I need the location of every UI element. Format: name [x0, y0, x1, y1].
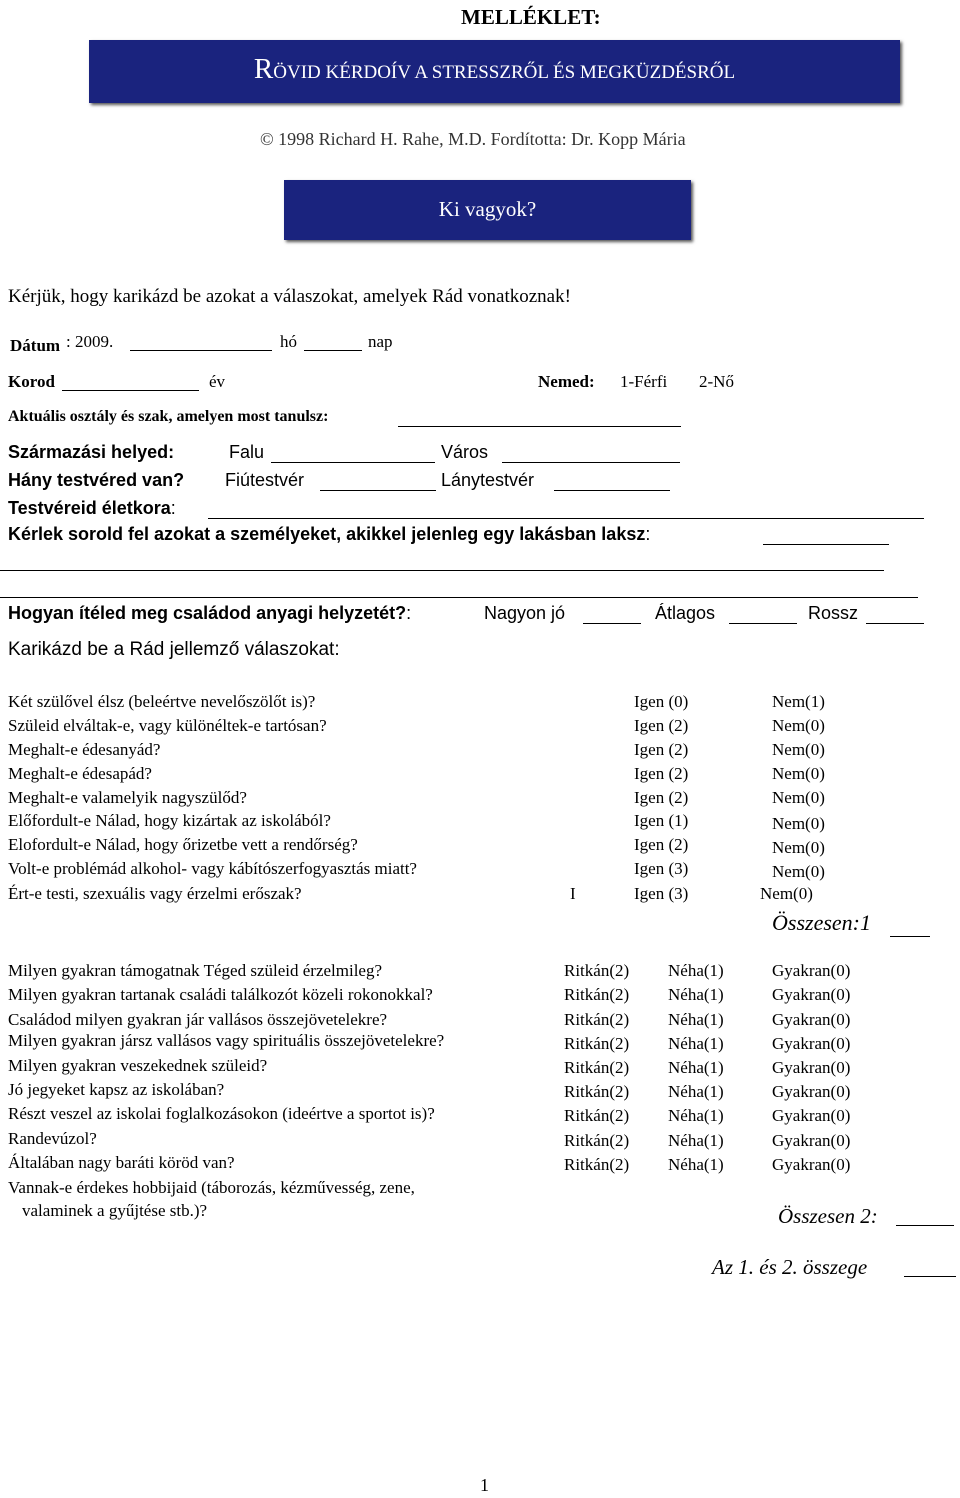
s1-yes-option[interactable]: Igen (3): [634, 859, 689, 878]
sibling-ages-label: Testvéreid életkora: [8, 498, 171, 518]
s1-no-option[interactable]: Nem(0): [772, 764, 825, 783]
s2-option-rarely[interactable]: Ritkán(2): [564, 1010, 630, 1029]
s1-yes-option[interactable]: Igen (0): [634, 692, 689, 711]
gender-option-male[interactable]: 1-Férfi: [620, 372, 668, 391]
title-initial: R: [253, 53, 274, 85]
finance-colon: :: [406, 603, 412, 623]
s2-option-often[interactable]: Gyakran(0): [772, 1058, 851, 1077]
instruction-text: Kérjük, hogy karikázd be azokat a válaszokat, amelyek Rád vonatkoznak!: [8, 286, 571, 307]
stray-mark: I: [570, 884, 576, 903]
gender-option-female[interactable]: 2-Nő: [699, 372, 734, 391]
s2-option-sometimes[interactable]: Néha(1): [668, 1131, 724, 1150]
s2-question-hobbies-cont: valaminek a gyűjtése stb.)?: [22, 1201, 208, 1220]
section-title: Ki vagyok?: [438, 197, 537, 221]
s2-question: Családod milyen gyakran jár vallásos összejövetelekre?: [8, 1010, 388, 1029]
cohabitants-colon: :: [645, 524, 651, 544]
s1-yes-option[interactable]: Igen (2): [634, 716, 689, 735]
very-good-blank[interactable]: [583, 623, 641, 624]
questionnaire-title-banner: [89, 40, 900, 103]
s1-total-label: Összesen: [772, 910, 853, 935]
s2-option-rarely[interactable]: Ritkán(2): [564, 961, 630, 980]
s1-question: Volt-e problémád alkohol- vagy kábítószerfogyasztás miatt?: [8, 859, 417, 878]
s1-total-blank[interactable]: [890, 936, 930, 937]
s1-question: Meghalt-e édesapád?: [8, 764, 152, 783]
siblings-brothers-label: Fiútestvér: [225, 470, 305, 490]
origin-label: Származási helyed:: [8, 442, 175, 462]
s2-option-sometimes[interactable]: Néha(1): [668, 1058, 724, 1077]
s1-question: Előfordult-e Nálad, hogy kizártak az iskolából?: [8, 811, 331, 830]
s2-total-label: Összesen 2:: [778, 1204, 878, 1228]
s1-yes-option[interactable]: Igen (1): [634, 811, 689, 830]
month-label: hó: [280, 332, 297, 351]
s2-question: Milyen gyakran tartanak családi találkozót közeli rokonokkal?: [8, 985, 433, 1004]
s2-question-hobbies: Vannak-e érdekes hobbijaid (táborozás, kézművesség, zene,: [8, 1178, 415, 1197]
s2-option-rarely[interactable]: Ritkán(2): [564, 1082, 630, 1101]
s1-question: Szüleid elváltak-e, vagy különéltek-e tartósan?: [8, 716, 327, 735]
s2-option-sometimes[interactable]: Néha(1): [668, 1034, 724, 1053]
s1-no-option[interactable]: Nem(0): [772, 838, 825, 857]
s1-question: Meghalt-e édesanyád?: [8, 740, 161, 759]
s1-yes-option[interactable]: Igen (3): [634, 884, 689, 903]
s2-option-often[interactable]: Gyakran(0): [772, 1155, 851, 1174]
finance-label: Hogyan ítéled meg családod anyagi helyzetét?: [8, 603, 407, 623]
siblings-label: Hány testvéred van?: [8, 470, 185, 490]
s2-option-often[interactable]: Gyakran(0): [772, 1106, 851, 1125]
s1-yes-option[interactable]: Igen (2): [634, 835, 689, 854]
s2-option-rarely[interactable]: Ritkán(2): [564, 985, 630, 1004]
s2-option-sometimes[interactable]: Néha(1): [668, 985, 724, 1004]
s2-option-rarely[interactable]: Ritkán(2): [564, 1058, 630, 1077]
day-label: nap: [368, 332, 393, 351]
s2-option-often[interactable]: Gyakran(0): [772, 1010, 851, 1029]
sibling-ages-colon: :: [170, 498, 176, 518]
s2-option-rarely[interactable]: Ritkán(2): [564, 1106, 630, 1125]
s1-no-option[interactable]: Nem(0): [772, 740, 825, 759]
s2-question: Milyen gyakran támogatnak Téged szüleid érzelmileg?: [8, 961, 383, 980]
sibling-ages-blank[interactable]: [208, 518, 924, 519]
s2-option-sometimes[interactable]: Néha(1): [668, 1155, 724, 1174]
month-blank[interactable]: [130, 350, 272, 351]
bad-blank[interactable]: [866, 623, 924, 624]
s1-question: Elofordult-e Nálad, hogy őrizetbe vett a rendőrség?: [8, 835, 358, 854]
s2-question: Részt veszel az iskolai foglalkozásokon (ideértve a sportot is)?: [8, 1104, 435, 1123]
s2-option-sometimes[interactable]: Néha(1): [668, 1082, 724, 1101]
s2-question: Milyen gyakran veszekednek szüleid?: [8, 1056, 268, 1075]
average-blank[interactable]: [729, 623, 797, 624]
s1-no-option[interactable]: Nem(0): [772, 814, 825, 833]
s2-option-often[interactable]: Gyakran(0): [772, 1034, 851, 1053]
origin-option-city[interactable]: Város: [441, 442, 489, 462]
s2-question: Milyen gyakran jársz vallásos vagy spirituális összejövetelekre?: [8, 1031, 445, 1050]
brothers-blank[interactable]: [320, 490, 436, 491]
s1-no-option[interactable]: Nem(0): [772, 862, 825, 881]
s2-option-sometimes[interactable]: Néha(1): [668, 1106, 724, 1125]
class-blank[interactable]: [398, 426, 681, 427]
s2-option-sometimes[interactable]: Néha(1): [668, 961, 724, 980]
s1-no-option[interactable]: Nem(0): [772, 788, 825, 807]
sum-blank[interactable]: [904, 1276, 956, 1277]
siblings-sisters-label: Lánytestvér: [441, 470, 535, 490]
s2-option-sometimes[interactable]: Néha(1): [668, 1010, 724, 1029]
title-rest: ÖVID KÉRDOÍV A STRESSZRŐL ÉS MEGKÜZDÉSRŐL: [273, 62, 736, 83]
s1-yes-option[interactable]: Igen (2): [634, 740, 689, 759]
s1-yes-option[interactable]: Igen (2): [634, 764, 689, 783]
s1-yes-option[interactable]: Igen (2): [634, 788, 689, 807]
s2-question: Randevúzol?: [8, 1129, 97, 1148]
sisters-blank[interactable]: [554, 490, 670, 491]
finance-option-bad[interactable]: Rossz: [808, 603, 859, 623]
s1-question: Ért-e testi, szexuális vagy érzelmi erőszak?: [8, 884, 302, 903]
s1-total-value: :1: [852, 910, 871, 935]
s2-option-often[interactable]: Gyakran(0): [772, 985, 851, 1004]
s2-option-often[interactable]: Gyakran(0): [772, 961, 851, 980]
age-blank[interactable]: [62, 390, 199, 391]
finance-option-average[interactable]: Átlagos: [655, 603, 716, 623]
s2-question: Jó jegyeket kapsz az iskolában?: [8, 1080, 225, 1099]
s2-option-often[interactable]: Gyakran(0): [772, 1082, 851, 1101]
age-label: Korod: [8, 372, 55, 391]
circle-instruction: Karikázd be a Rád jellemző válaszokat:: [8, 639, 340, 660]
s1-no-option[interactable]: Nem(0): [760, 884, 813, 903]
appendix-title: MELLÉKLET:: [461, 5, 601, 29]
section-title-banner: [284, 180, 691, 240]
cohabitants-blank[interactable]: [763, 544, 889, 545]
origin-option-village[interactable]: Falu: [229, 442, 265, 462]
class-label: Aktuális osztály és szak, amelyen most tanulsz:: [8, 408, 329, 425]
s1-no-option[interactable]: Nem(0): [772, 716, 825, 735]
sum-label: Az 1. és 2. összege: [712, 1255, 868, 1279]
date-value: : 2009.: [66, 332, 114, 351]
copyright-line: © 1998 Richard H. Rahe, M.D. Fordította: Dr. Kopp Mária: [260, 129, 686, 149]
s2-question: Általában nagy baráti köröd van?: [8, 1153, 235, 1172]
city-blank[interactable]: [502, 462, 680, 463]
village-blank[interactable]: [271, 462, 435, 463]
s2-option-often[interactable]: Gyakran(0): [772, 1131, 851, 1150]
page-number: 1: [480, 1475, 489, 1495]
cohabitants-label: Kérlek sorold fel azokat a személyeket, akikkel jelenleg egy lakásban laksz: [8, 524, 646, 544]
s2-option-rarely[interactable]: Ritkán(2): [564, 1034, 630, 1053]
s1-question: Meghalt-e valamelyik nagyszülőd?: [8, 788, 247, 807]
gender-label: Nemed:: [538, 372, 595, 391]
cohabitants-blank-3[interactable]: [0, 597, 918, 598]
s1-no-option[interactable]: Nem(1): [772, 692, 825, 711]
day-blank[interactable]: [304, 350, 362, 351]
s2-option-rarely[interactable]: Ritkán(2): [564, 1155, 630, 1174]
s2-option-rarely[interactable]: Ritkán(2): [564, 1131, 630, 1150]
s2-total-blank[interactable]: [896, 1225, 954, 1226]
s1-question: Két szülővel élsz (beleértve nevelőszölőt is)?: [8, 692, 316, 711]
date-label: Dátum: [10, 336, 61, 355]
finance-option-very-good[interactable]: Nagyon jó: [484, 603, 566, 623]
year-label: év: [209, 372, 226, 391]
cohabitants-blank-2[interactable]: [0, 570, 884, 571]
